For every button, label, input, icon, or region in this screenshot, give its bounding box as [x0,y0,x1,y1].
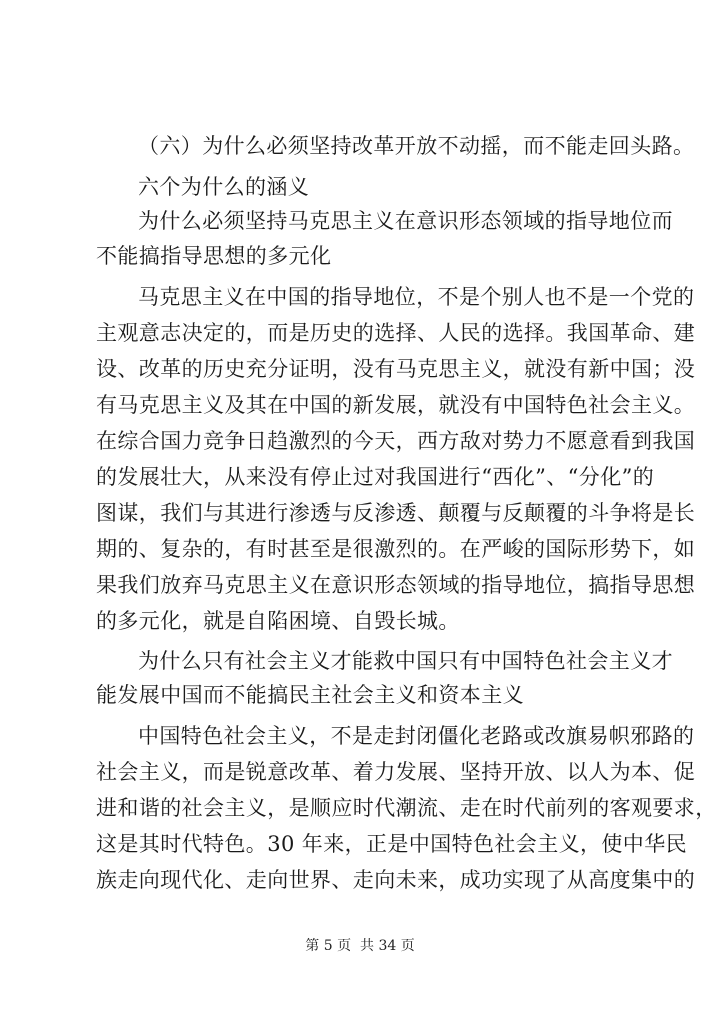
paragraph-2-line: 这是其时代特色。30 年来，正是中国特色社会主义，使中华民 [96,832,687,856]
paragraph-1-line: 的发展壮大，从来没有停止过对我国进行“西化”、“分化”的 [96,465,655,489]
question-2-line-2: 能发展中国而不能搞民主社会主义和资本主义 [96,683,524,707]
paragraph-1-line: 图谋，我们与其进行渗透与反渗透、颠覆与反颠覆的斗争将是长 [96,501,696,525]
question-1-line-2: 不能搞指导思想的多元化 [96,244,332,268]
question-1-line-1: 为什么必须坚持马克思主义在意识形态领域的指导地位而 [138,209,673,233]
paragraph-2-line: 中国特色社会主义，不是走封闭僵化老路或改旗易帜邪路的 [138,724,695,748]
question-2-line-1: 为什么只有社会主义才能救中国只有中国特色社会主义才 [138,649,673,673]
page-footer: 第 5 页 共 34 页 [305,938,415,954]
paragraph-1-line: 设、改革的历史充分证明，没有马克思主义，就没有新中国；没 [96,357,696,381]
subtitle: 六个为什么的涵义 [138,175,310,199]
paragraph-1-line: 马克思主义在中国的指导地位，不是个别人也不是一个党的 [138,285,695,309]
paragraph-2-line: 社会主义，而是锐意改革、着力发展、坚持开放、以人为本、促 [96,760,696,784]
paragraph-1-line: 主观意志决定的，而是历史的选择、人民的选择。我国革命、建 [96,321,696,345]
paragraph-1-line: 的多元化，就是自陷困境、自毁长城。 [96,609,460,633]
paragraph-2-line: 进和谐的社会主义，是顺应时代潮流、走在时代前列的客观要求， [96,796,717,820]
paragraph-1-line: 果我们放弃马克思主义在意识形态领域的指导地位，搞指导思想 [96,573,696,597]
paragraph-1-line: 在综合国力竞争日趋激烈的今天，西方敌对势力不愿意看到我国 [96,429,696,453]
paragraph-1-line: 有马克思主义及其在中国的新发展，就没有中国特色社会主义。 [96,393,696,417]
paragraph-1-line: 期的、复杂的，有时甚至是很激烈的。在严峻的国际形势下，如 [96,537,696,561]
paragraph-2-line: 族走向现代化、走向世界、走向未来，成功实现了从高度集中的 [96,868,696,892]
section-heading: （六）为什么必须坚持改革开放不动摇，而不能走回头路。 [138,134,695,158]
